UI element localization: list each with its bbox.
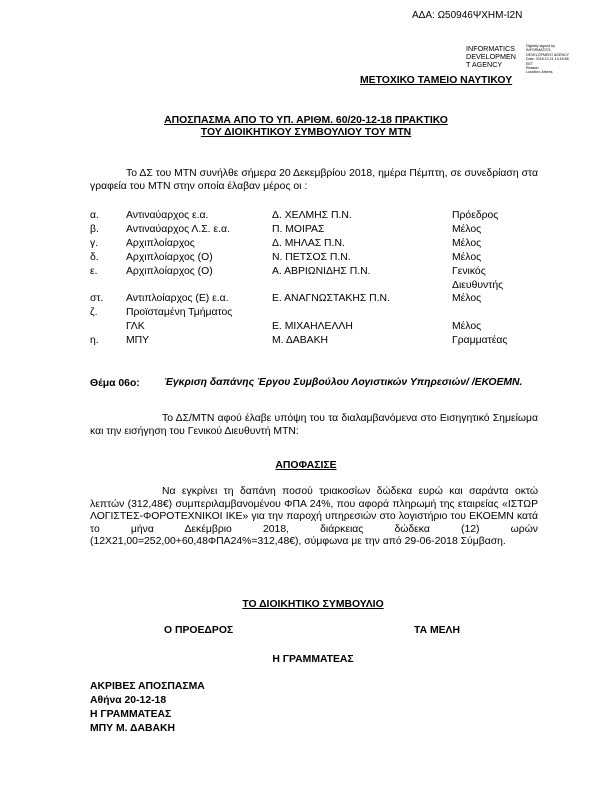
member-role: Μέλος (452, 251, 482, 263)
stamp-detail: DEVELOPMENT AGENCY (526, 52, 570, 57)
member-row (0, 292, 612, 305)
member-role: Μέλος (452, 321, 482, 333)
president-signature: Ο ΠΡΟΕΔΡΟΣ (164, 625, 234, 636)
member-rank: ΓΛΚ (126, 321, 145, 333)
member-row (0, 334, 612, 347)
member-name: Δ. ΜΗΛΑΣ Π.Ν. (272, 237, 345, 249)
member-row (0, 265, 612, 278)
member-rank: Αντιπλοίαρχος (Ε) ε.α. (126, 293, 229, 305)
member-index: α. (90, 210, 99, 221)
stamp-detail: INFORMATICS (526, 48, 551, 53)
member-role: Μέλος (452, 223, 482, 235)
member-role: Μέλος (452, 237, 482, 249)
member-role: Μέλος (452, 293, 482, 305)
member-name: Ε. ΜΙΧΑΗΛΕΛΛΗ (272, 321, 353, 333)
ada-code: ΑΔΑ: Ω50946ΨΧΗΜ-Ι2Ν (412, 10, 523, 21)
document-subtitle: ΤΟΥ ΔΙΟΙΚΗΤΙΚΟΥ ΣΥΜΒΟΥΛΙΟΥ ΤΟΥ ΜΤΝ (200, 127, 412, 138)
certification-line: ΜΠΥ Μ. ΔΑΒΑΚΗ (90, 723, 176, 734)
member-name: Α. ΑΒΡΙΩΝΙΔΗΣ Π.Ν. (272, 265, 371, 277)
stamp-detail: EET (526, 61, 533, 66)
member-rank: Αντιναύαρχος ε.α. (126, 210, 209, 221)
member-name: Μ. ΔΑΒΑΚΗ (272, 335, 329, 347)
member-role: Πρόεδρος (452, 210, 499, 221)
signature-stamp-name (466, 45, 524, 70)
member-role: Γενικός (452, 265, 486, 277)
stamp-line: INFORMATICS (466, 44, 515, 53)
member-rank: Αρχιπλοίαρχος (Ο) (126, 251, 213, 263)
stamp-detail: Date: 2018.12.21 14:16:58 (526, 57, 569, 62)
certification-line: Η ΓΡΑΜΜΑΤΕΑΣ (90, 709, 172, 720)
member-index: β. (90, 223, 99, 235)
member-rank: ΜΠΥ (126, 335, 150, 347)
secretary-signature: Η ΓΡΑΜΜΑΤΕΑΣ (272, 654, 354, 665)
member-role: Διευθυντής (452, 279, 504, 291)
member-row (0, 223, 612, 236)
certification-line: ΑΚΡΙΒΕΣ ΑΠΟΣΠΑΣΜΑ (90, 681, 205, 692)
member-rank: Προϊσταμένη Τμήματος (126, 307, 233, 319)
certification-line: Αθήνα 20-12-18 (90, 695, 167, 706)
member-index: ε. (90, 265, 98, 277)
member-index: η. (90, 335, 99, 347)
signature-stamp-details (526, 44, 588, 75)
document-title: ΑΠΟΣΠΑΣΜΑ ΑΠΟ ΤΟ ΥΠ. ΑΡΙΘΜ. 60/20-12-18 ΠΡΑΚΤΙΚΟ (164, 115, 448, 126)
stamp-line: DEVELOPMEN (466, 52, 516, 62)
member-row (0, 279, 612, 292)
member-index: στ. (90, 293, 104, 305)
considerations-paragraph: Το ΔΣ/ΜΤΝ αφού έλαβε υπόψη του τα διαλαμβανόμενα στο Εισηγητικό Σημείωμα και την εισήγηση του Γενικού Διευθυντή ΜΤΝ: (90, 413, 538, 437)
intro-paragraph: Το ΔΣ του ΜΤΝ συνήλθε σήμερα 20 Δεκεμβρίου 2018, ημέρα Πέμπτη, σε συνεδρίαση στα γραφεία του ΜΤΝ στην οποία έλαβαν μέρος οι : (90, 168, 538, 192)
member-index: γ. (90, 237, 99, 249)
member-index: ζ. (90, 307, 98, 319)
stamp-detail: Reason: (526, 66, 540, 71)
member-index: δ. (90, 251, 99, 263)
topic-label: Θέμα 06ο: (90, 378, 140, 389)
member-row (0, 209, 612, 222)
member-name: Ν. ΠΕΤΣΟΣ Π.Ν. (272, 251, 351, 263)
board-signature-heading: ΤΟ ΔΙΟΙΚΗΤΙΚΟ ΣΥΜΒΟΥΛΙΟ (242, 599, 384, 610)
member-rank: Αντιναύαρχος Λ.Σ. ε.α. (126, 223, 230, 235)
members-signature: ΤΑ ΜΕΛΗ (414, 625, 460, 636)
fund-name: ΜΕΤΟΧΙΚΟ ΤΑΜΕΙΟ ΝΑΥΤΙΚΟΥ (360, 75, 513, 86)
member-name: Π. ΜΟΙΡΑΣ (272, 223, 325, 235)
member-row (0, 237, 612, 250)
decision-heading: ΑΠΟΦΑΣΙΣΕ (275, 460, 337, 471)
stamp-detail: Digitally signed by (526, 44, 555, 48)
member-row (0, 320, 612, 333)
stamp-line: T AGENCY (466, 60, 503, 70)
topic-text: Έγκριση δαπάνης Έργου Συμβούλου Λογιστικών Υπηρεσιών/ /ΕΚΟΕΜΝ. (164, 377, 523, 388)
member-rank: Αρχιπλοίαρχος (Ο) (126, 265, 213, 277)
member-role: Γραμματέας (452, 335, 508, 347)
member-name: Ε. ΑΝΑΓΝΩΣΤΑΚΗΣ Π.Ν. (272, 293, 390, 305)
decision-paragraph: Να εγκρίνει τη δαπάνη ποσού τριακοσίων δώδεκα ευρώ και σαράντα οκτώ λεπτών (312,48€) συμπεριλαμβανομένου ΦΠΑ 24%, που αφορά πληρωμή της εταιρείας «ΙΣΤΩΡ ΛΟΓΙΣΤΕΣ-ΦΟΡΟΤΕΧΝΙΚΟΙ ΙΚΕ» για την παροχή υπηρεσιών στο λογιστήριο του ΕΚΟΕΜΝ κατά το μήνα Δεκέμβριο 2018, διάρκειας δώδεκα (12) ωρών (12Χ21,00=252,00+60,48ΦΠΑ24%=312,48€), σύμφωνα με την από 29-06-2018 Σύμβαση. (90, 486, 538, 548)
member-row (0, 251, 612, 264)
member-name: Δ. ΧΕΛΜΗΣ Π.Ν. (272, 210, 352, 221)
stamp-detail: Location: Athens (526, 70, 553, 75)
member-row (0, 306, 612, 319)
member-rank: Αρχιπλοίαρχος (126, 237, 195, 249)
